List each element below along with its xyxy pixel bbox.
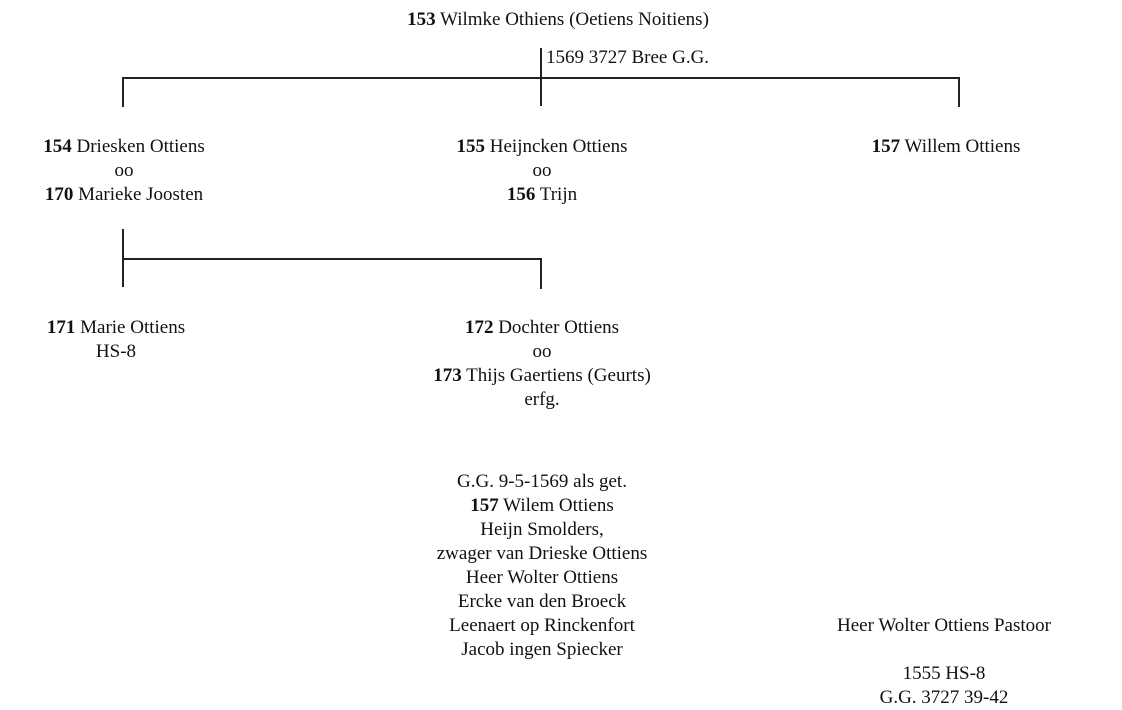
- person-number: 172: [464, 317, 494, 338]
- marriage-symbol: oo: [532, 160, 552, 181]
- spouse-name: Trijn: [539, 184, 578, 205]
- person-name: Willem Ottiens: [904, 136, 1021, 157]
- person-number: 171: [46, 317, 76, 338]
- person-name: Marie Ottiens: [80, 317, 186, 338]
- person-name: Heijncken Ottiens: [489, 136, 628, 157]
- person-card-171: [47, 316, 185, 364]
- person-name: Dochter Ottiens: [498, 317, 620, 338]
- witness-header: G.G. 9-5-1569 als get.: [457, 471, 627, 492]
- witness-line: Heijn Smolders,: [480, 519, 604, 540]
- person-card-155: [457, 135, 628, 207]
- person-number: 155: [456, 136, 486, 157]
- witness-list: [437, 470, 648, 662]
- spouse-name: Marieke Joosten: [78, 184, 204, 205]
- witness-line: Ercke van den Broeck: [457, 591, 627, 612]
- root-note: 1569 3727 Bree G.G.: [546, 47, 710, 68]
- spouse-number: 170: [44, 184, 74, 205]
- marriage-symbol: oo: [532, 341, 552, 362]
- side-note-title: Heer Wolter Ottiens Pastoor: [837, 615, 1051, 636]
- person-name: Driesken Ottiens: [76, 136, 205, 157]
- witness-line: Heer Wolter Ottiens: [465, 567, 619, 588]
- spouse-number: 173: [433, 365, 462, 386]
- person-number: 154: [43, 136, 72, 157]
- spouse-number: 156: [506, 184, 536, 205]
- side-note-line: G.G. 3727 39-42: [879, 687, 1009, 708]
- witness-number: 157: [470, 495, 499, 516]
- gen2-bar: [122, 258, 541, 260]
- witness-line: Leenaert op Rinckenfort: [449, 615, 635, 636]
- witness-line: zwager van Drieske Ottiens: [436, 543, 648, 564]
- gen2-right-drop: [540, 258, 542, 289]
- gen1-left-drop: [122, 77, 124, 107]
- root-person: [407, 8, 709, 32]
- person-number: 153: [407, 9, 436, 30]
- person-note: erfg.: [524, 389, 560, 410]
- witness-name: Wilem Ottiens: [503, 495, 614, 516]
- person-card-172: [433, 316, 651, 412]
- gen1-right-drop: [958, 77, 960, 107]
- person-number: 157: [871, 136, 901, 157]
- person-card-157: [872, 135, 1021, 159]
- person-note: HS-8: [95, 341, 137, 362]
- witness-line: Jacob ingen Spiecker: [461, 639, 623, 660]
- spouse-name: Thijs Gaertiens (Geurts): [466, 365, 651, 386]
- marriage-symbol: oo: [114, 160, 134, 181]
- gen1-bar: [122, 77, 960, 79]
- side-note: [837, 614, 1051, 638]
- person-card-154: [43, 135, 204, 207]
- person-name: Wilmke Othiens (Oetiens Noitiens): [440, 9, 709, 30]
- side-note-line: 1555 HS-8: [902, 663, 986, 684]
